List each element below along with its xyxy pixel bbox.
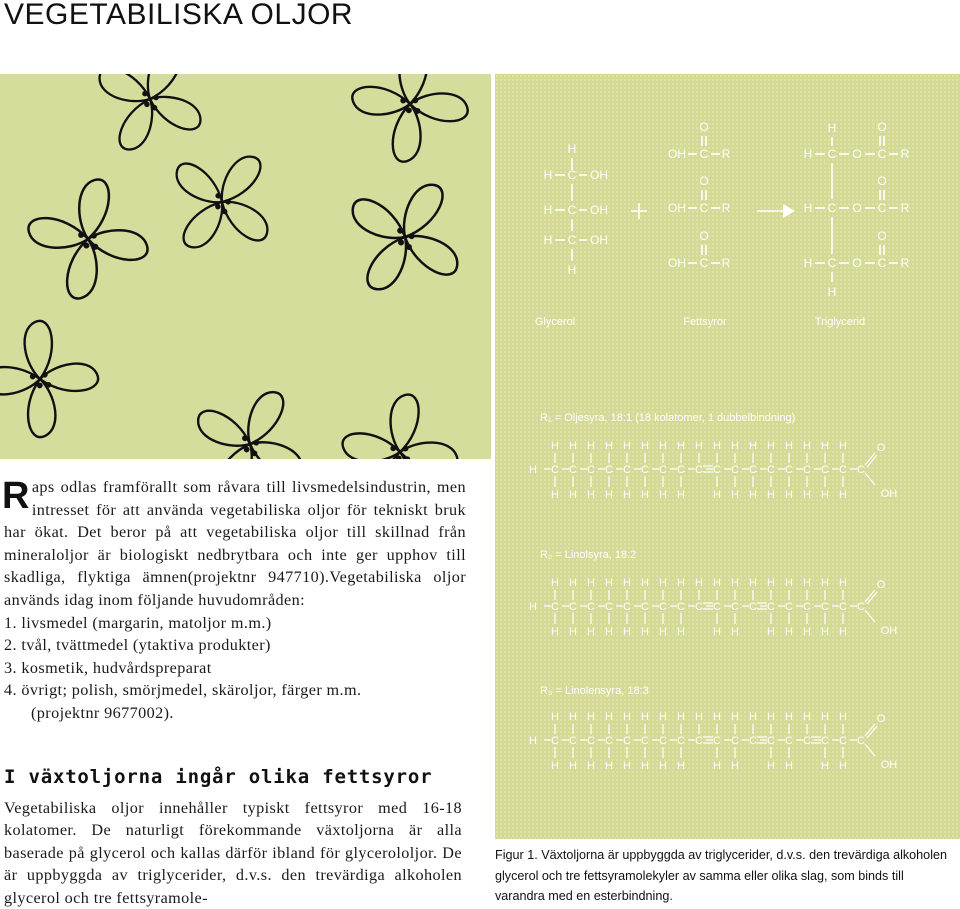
atom-label: H: [659, 489, 667, 501]
atom-label: H: [731, 626, 739, 638]
atom-label: H: [821, 711, 829, 723]
list-item: 2. tvål, tvättmedel (ytaktiva produkter): [4, 636, 271, 655]
atom-label: H: [713, 626, 721, 638]
atom-label: H: [839, 760, 847, 772]
atom-label: C: [857, 735, 865, 747]
atom-label: H: [803, 440, 811, 452]
atom-label: C: [827, 256, 837, 270]
atom-label: H: [587, 440, 595, 452]
atom-label: H: [623, 711, 631, 723]
atom-label: C: [641, 464, 649, 476]
flower-shape: [23, 174, 153, 304]
atom-label: OH: [880, 759, 898, 771]
atom-label: H: [529, 601, 537, 613]
atom-label: C: [857, 464, 865, 476]
atom-label: C: [605, 601, 613, 613]
atom-label: O: [852, 201, 862, 215]
atom-label: C: [677, 464, 685, 476]
atom-label: C: [731, 601, 739, 613]
atom-label: C: [699, 201, 709, 215]
intro-paragraph-text: aps odlas framförallt som råvara till livsmedelsindustrin, men intresset för att använda vegetabiliska oljor för tekniskt bruk har ökat. Det beror på att vegetabiliska oljor till skillnad från mineraloljor är biologiskt nedbrytbara och inte ger upphov till skadliga, flyktiga ämnen(projektnr 947710).Vegetabiliska oljor används idag inom följande huvudområden:: [4, 478, 466, 609]
atom-label: H: [677, 577, 685, 589]
atom-label: C: [713, 464, 721, 476]
atom-label: H: [543, 168, 553, 182]
atom-label: H: [677, 760, 685, 772]
atom-label: H: [605, 760, 613, 772]
atom-label: C: [567, 168, 577, 182]
atom-label: H: [803, 256, 813, 270]
atom-label: C: [839, 464, 847, 476]
atom-label: H: [677, 489, 685, 501]
atom-label: C: [821, 601, 829, 613]
fatty-acid-chain-r3: [529, 711, 897, 772]
atom-label: H: [803, 147, 813, 161]
section-body-text: Vegetabiliska oljor innehåller typiskt fettsyror med 16-18 kolatomer. De naturligt förekommande växtoljorna är alla baserade på glycerol och kallas därför ibland för glycerololjor. De är uppbyggda av triglycerider, d.v.s. den trevärdiga alkoholen glycerol och tre fettsyramole-: [4, 799, 462, 907]
atom-label: H: [803, 626, 811, 638]
atom-label: C: [877, 147, 887, 161]
atom-label: C: [785, 464, 793, 476]
triglyceride-diagram: [495, 74, 960, 839]
atom-label: C: [641, 601, 649, 613]
atom-label: H: [803, 711, 811, 723]
flower-shape: [344, 74, 475, 170]
atom-label: C: [567, 233, 577, 247]
atom-label: C: [695, 601, 703, 613]
atom-label: H: [623, 489, 631, 501]
atom-label: C: [877, 201, 887, 215]
atom-label: O: [877, 229, 887, 243]
intro-section: [4, 476, 466, 725]
atom-label: C: [641, 735, 649, 747]
atom-label: OH: [590, 233, 608, 247]
atom-label: C: [749, 601, 757, 613]
atom-label: H: [623, 577, 631, 589]
flower-shape: [335, 167, 475, 307]
atom-label: R: [721, 256, 731, 270]
atom-label: H: [551, 760, 559, 772]
bond-line: [865, 744, 875, 756]
atom-label: H: [587, 626, 595, 638]
atom-label: H: [659, 626, 667, 638]
atom-label: H: [713, 760, 721, 772]
atom-label: H: [821, 760, 829, 772]
atom-label: H: [785, 711, 793, 723]
atom-label: C: [605, 735, 613, 747]
atom-label: H: [551, 711, 559, 723]
atom-label: C: [699, 256, 709, 270]
list-item: 1. livsmedel (margarin, matoljor m.m.): [4, 613, 272, 632]
atom-label: H: [551, 577, 559, 589]
atom-label: H: [569, 711, 577, 723]
atom-label: H: [767, 760, 775, 772]
atom-label: H: [695, 440, 703, 452]
r1-label: R₁ = Oljesyra, 18:1 (18 kolatomer, 1 dubbelbindning): [540, 412, 796, 424]
atom-label: H: [587, 577, 595, 589]
atom-label: H: [569, 626, 577, 638]
atom-label: H: [569, 489, 577, 501]
atom-label: H: [605, 489, 613, 501]
atom-label: C: [767, 601, 775, 613]
atom-label: C: [877, 256, 887, 270]
atom-label: H: [839, 440, 847, 452]
atom-label: H: [839, 711, 847, 723]
atom-label: H: [543, 233, 553, 247]
r2-label: R₂ = Linolsyra, 18:2: [540, 549, 637, 561]
atom-label: C: [857, 601, 865, 613]
atom-label: OH: [590, 168, 608, 182]
atom-label: C: [623, 601, 631, 613]
atom-label: H: [785, 440, 793, 452]
atom-label: H: [641, 760, 649, 772]
atom-label: O: [852, 147, 862, 161]
atom-label: O: [699, 174, 709, 188]
atom-label: C: [749, 464, 757, 476]
atom-label: C: [659, 464, 667, 476]
page-title: VEGETABILISKA OLJOR: [4, 0, 354, 31]
atom-label: C: [569, 735, 577, 747]
atom-label: OH: [590, 203, 608, 217]
atom-label: O: [852, 256, 862, 270]
atom-label: H: [827, 285, 837, 299]
atom-label: H: [767, 626, 775, 638]
glycerol-label: Glycerol: [534, 316, 576, 328]
atom-label: H: [839, 577, 847, 589]
flower-shape: [90, 74, 210, 159]
atom-label: C: [551, 735, 559, 747]
atom-label: H: [827, 121, 837, 135]
atom-label: R: [721, 201, 731, 215]
atom-label: H: [839, 489, 847, 501]
r3-label: R₃ = Linolensyra, 18:3: [540, 685, 649, 697]
flower-shape: [336, 388, 464, 459]
fatty-acid-chain-r2: [529, 577, 897, 638]
atom-label: H: [803, 201, 813, 215]
atom-label: R: [900, 201, 910, 215]
atom-label: C: [659, 601, 667, 613]
atom-label: H: [677, 440, 685, 452]
atom-label: H: [731, 440, 739, 452]
atom-label: C: [605, 464, 613, 476]
atom-label: H: [605, 711, 613, 723]
atom-label: C: [803, 464, 811, 476]
atom-label: C: [551, 464, 559, 476]
atom-label: H: [713, 440, 721, 452]
list-item: 4. övrigt; polish, smörjmedel, skäroljor, färger m.m.: [4, 681, 362, 700]
atom-label: H: [767, 711, 775, 723]
atom-label: O: [699, 229, 709, 243]
atom-label: H: [695, 711, 703, 723]
atom-label: C: [785, 735, 793, 747]
atom-label: H: [641, 440, 649, 452]
atom-label: C: [839, 735, 847, 747]
atom-label: C: [767, 735, 775, 747]
atom-label: H: [767, 440, 775, 452]
atom-label: H: [767, 489, 775, 501]
atom-label: C: [567, 203, 577, 217]
atom-label: H: [749, 489, 757, 501]
atom-label: C: [695, 464, 703, 476]
atom-label: H: [641, 626, 649, 638]
atom-label: H: [767, 577, 775, 589]
atom-label: H: [641, 577, 649, 589]
atom-label: R: [900, 256, 910, 270]
list-item: 3. kosmetik, hudvårdspreparat: [4, 658, 212, 677]
flower-shape: [154, 134, 290, 270]
atom-label: H: [569, 440, 577, 452]
atom-label: H: [641, 711, 649, 723]
atom-label: C: [767, 464, 775, 476]
atom-label: H: [821, 626, 829, 638]
atom-label: H: [587, 489, 595, 501]
atom-label: OH: [668, 147, 686, 161]
atom-label: C: [659, 735, 667, 747]
atom-label: C: [827, 147, 837, 161]
atom-label: C: [821, 735, 829, 747]
atom-label: C: [839, 601, 847, 613]
atom-label: C: [731, 735, 739, 747]
atom-label: O: [877, 120, 887, 134]
atom-label: H: [641, 489, 649, 501]
atom-label: H: [731, 760, 739, 772]
atom-label: H: [731, 711, 739, 723]
atom-label: H: [785, 626, 793, 638]
atom-label: C: [699, 147, 709, 161]
atom-label: H: [659, 760, 667, 772]
atom-label: H: [605, 626, 613, 638]
bond-line: [865, 473, 875, 485]
atom-label: H: [567, 142, 577, 156]
atom-label: H: [731, 577, 739, 589]
atom-label: H: [567, 263, 577, 277]
atom-label: H: [659, 577, 667, 589]
atom-label: R: [721, 147, 731, 161]
uses-list: [4, 612, 466, 725]
atom-label: H: [695, 577, 703, 589]
atom-label: H: [659, 440, 667, 452]
atom-label: H: [623, 626, 631, 638]
atom-label: H: [677, 711, 685, 723]
triglyceride-label: Triglycerid: [814, 316, 866, 328]
atom-label: H: [551, 489, 559, 501]
atom-label: H: [713, 711, 721, 723]
atom-label: H: [785, 577, 793, 589]
atom-label: H: [623, 760, 631, 772]
atom-label: C: [587, 601, 595, 613]
fattyacid-label: Fettsyror: [683, 316, 727, 328]
fatty-acid-chain-r1: [529, 440, 897, 501]
atom-label: H: [605, 440, 613, 452]
atom-label: OH: [880, 625, 898, 637]
atom-label: O: [876, 713, 886, 725]
atom-label: OH: [668, 201, 686, 215]
atom-label: C: [803, 735, 811, 747]
intro-paragraph: [4, 476, 466, 612]
atom-label: H: [623, 440, 631, 452]
atom-label: C: [569, 464, 577, 476]
drop-cap: R: [2, 475, 30, 517]
atom-label: O: [876, 442, 886, 454]
atom-label: H: [803, 577, 811, 589]
atom-label: H: [543, 203, 553, 217]
atom-label: H: [529, 735, 537, 747]
atom-label: H: [551, 626, 559, 638]
atom-label: R: [900, 147, 910, 161]
flower-shape: [186, 380, 314, 459]
atom-label: C: [713, 601, 721, 613]
atom-label: H: [605, 577, 613, 589]
atom-label: H: [587, 711, 595, 723]
atom-label: H: [803, 489, 811, 501]
bond-line: [865, 610, 875, 622]
atom-label: C: [785, 601, 793, 613]
atom-label: H: [821, 577, 829, 589]
atom-label: C: [623, 464, 631, 476]
atom-label: H: [529, 464, 537, 476]
atom-label: H: [587, 760, 595, 772]
atom-label: C: [749, 735, 757, 747]
atom-label: C: [821, 464, 829, 476]
atom-label: C: [803, 601, 811, 613]
atom-label: C: [827, 201, 837, 215]
reaction-arrow-head: [783, 204, 795, 218]
atom-label: H: [677, 626, 685, 638]
atom-label: C: [569, 601, 577, 613]
atom-label: C: [677, 735, 685, 747]
atom-label: O: [877, 174, 887, 188]
atom-label: OH: [880, 488, 898, 500]
atom-label: O: [699, 120, 709, 134]
atom-label: H: [569, 577, 577, 589]
atom-label: H: [713, 489, 721, 501]
atom-label: H: [821, 489, 829, 501]
atom-label: OH: [668, 256, 686, 270]
figure-caption: Figur 1. Växtoljorna är uppbyggda av triglycerider, d.v.s. den trevärdiga alkoholen glycerol och tre fettsyramolekyler av samma eller olika slag, som binds till varandra med en esterbindning.: [495, 848, 947, 903]
atom-label: H: [749, 577, 757, 589]
atom-label: C: [587, 464, 595, 476]
atom-label: H: [659, 711, 667, 723]
uses-note: (projektnr 9677002).: [31, 703, 174, 722]
atom-label: C: [551, 601, 559, 613]
atom-label: H: [749, 711, 757, 723]
atom-label: H: [785, 489, 793, 501]
atom-label: H: [839, 626, 847, 638]
atom-label: H: [713, 577, 721, 589]
atom-label: C: [713, 735, 721, 747]
atom-label: H: [749, 440, 757, 452]
flower-shape: [0, 308, 111, 450]
atom-label: C: [731, 464, 739, 476]
atom-label: C: [695, 735, 703, 747]
atom-label: H: [785, 760, 793, 772]
atom-label: H: [731, 489, 739, 501]
atom-label: H: [551, 440, 559, 452]
atom-label: C: [623, 735, 631, 747]
atom-label: O: [876, 579, 886, 591]
flower-illustration: [0, 74, 491, 459]
section-heading: I växtoljorna ingår olika fettsyror: [4, 766, 433, 788]
atom-label: H: [821, 440, 829, 452]
atom-label: H: [569, 760, 577, 772]
atom-label: C: [587, 735, 595, 747]
atom-label: C: [677, 601, 685, 613]
